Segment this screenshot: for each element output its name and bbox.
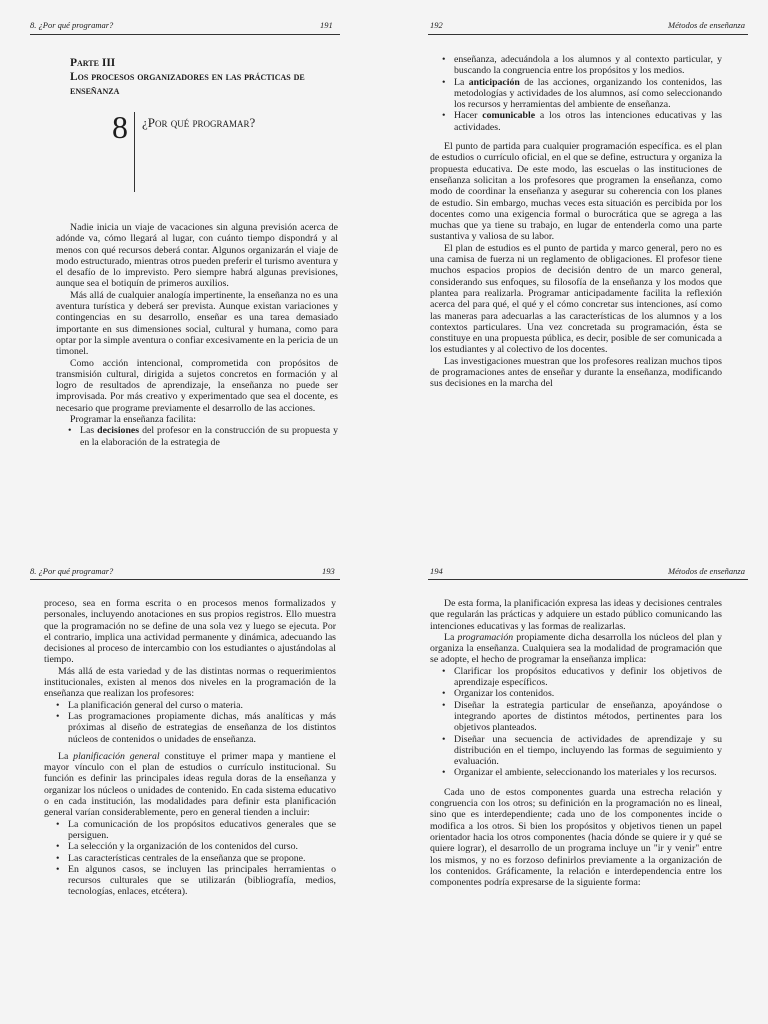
running-title: Métodos de enseñanza — [668, 566, 745, 576]
paragraph: La planificación general constituye el primer mapa y mantiene el mayor vínculo con el plan de estudios o currículo institucional. Su función es definir las principales ideas regula doras de la enseñanza y organizar los núcleos o unidades de contenido. En cada sistema educativo o en cada institución, las modalidades para definir esta planificación general varían considerablemente, pero en general tienden a incluir: — [44, 750, 337, 819]
list-item-continued: • enseñanza, adecuándola a los alumnos y al contexto particular, y buscando la congruencia entre los propósitos y los medios. — [454, 54, 722, 77]
list-item: • Clarificar los propósitos educativos y definir los objetivos de aprendizaje específicos. — [454, 666, 722, 689]
paragraph: La programación propiamente dicha desarrolla los núcleos del plan y organiza la enseñanza. Cualquiera sea la modalidad de programación que se adopte, el hecho de programar la enseñanza implica: — [430, 631, 722, 666]
chapter-rule — [134, 112, 135, 192]
chapter-number: 8 — [112, 109, 128, 145]
paragraph: El punto de partida para cualquier programación específica. es el plan de estudios o currículo oficial, en el que se define, estructura y organiza la propuesta educativa. De este modo, las escuelas o las instituciones de enseñanza solicitan a los profesores que programen la enseñanza, como modo de coordinar la enseñanza y asegurar su coherencia con los planes de estudio. Sin embargo, muchas veces esta situación es percibida por los docentes como una exigencia formal o burocrática que se agrega a las muchas que ya tiene su trabajo, en lugar de entenderla como una parte sustantiva y valiosa de su labor. — [430, 141, 722, 243]
header-rule — [30, 34, 340, 35]
bullet-list — [430, 54, 722, 133]
page-number: 191 — [320, 20, 333, 30]
paragraph: De esta forma, la planificación expresa las ideas y decisiones centrales que regularán las prácticas y adquiere un estado público comunicando las intenciones educativas y las formas de realizarlas. — [430, 598, 722, 632]
page-number: 192 — [430, 20, 443, 30]
body-text — [56, 222, 338, 448]
list-item: • Organizar el ambiente, seleccionando los materiales y los recursos. — [454, 767, 722, 778]
bullet-list — [56, 425, 338, 448]
chapter-title: ¿Por qué programar? — [142, 115, 256, 130]
list-item: • La planificación general del curso o materia. — [68, 700, 336, 711]
body-text — [430, 598, 722, 888]
part-heading — [70, 56, 310, 98]
list-item: • Diseñar la estrategia particular de enseñanza, apoyándose o integrando aportes de distintos métodos, pertinentes para los objetivos planteados. — [454, 700, 722, 734]
bullet-list — [44, 700, 336, 745]
body-text — [430, 54, 722, 390]
paragraph: El plan de estudios es el punto de partida y marco general, pero no es una camisa de fuerza ni un reglamento de obligaciones. El profesor tiene muchos espacios propios de decisión dentro de un marco general, considerando sus enfoques, su filosofía de la enseñanza y los modos que plantea para realizarla. Programar anticipadamente facilita la reflexión acerca del para qué, el qué y el cómo concretar sus intenciones, así como las maneras para adecuarlas a las características de los alumnos y a los contextos particulares. Una vez concretada su programación, ésta se constituye en una propuesta pública, es decir, posible de ser comunicada a los estudiantes y al colectivo de los docentes. — [430, 242, 722, 356]
page-191 — [0, 0, 384, 512]
page-193 — [0, 512, 384, 1024]
list-item: • Las programaciones propiamente dichas, más analíticas y más próximas al diseño de estrategias de enseñanza de los distintos núcleos de contenidos o unidades de enseñanza. — [68, 711, 336, 745]
list-item: • Organizar los contenidos. — [454, 688, 722, 699]
list-item: • La selección y la organización de los contenidos del curso. — [68, 841, 336, 852]
list-item: • La anticipación de las acciones, organizando los contenidos, las metodologías y actividades de los alumnos, así como seleccionando los recursos y herramientas del ambiente de enseñanza. — [454, 77, 722, 111]
running-title: Métodos de enseñanza — [668, 20, 745, 30]
running-title: 8. ¿Por qué programar? — [30, 566, 114, 576]
header-rule — [428, 34, 748, 35]
list-item: • Diseñar una secuencia de actividades de aprendizaje y su distribución en el tiempo, incluyendo las formas de seguimiento y evaluación. — [454, 734, 722, 768]
paragraph: Cada uno de estos componentes guarda una estrecha relación y congruencia con los otros; su definición en la programación no es lineal, sino que es interdependiente; cada uno de los componentes incide o modifica a los otros. Si bien los propósitos y objetivos tienen un papel orientador hacia los otros componentes (hacia dónde se quiere ir y qué se quiere lograr), el desarrollo de un programa incluye un "ir y venir" entre los mismos, y no es forzoso definirlos previamente a la organización de los contenidos. Gráficamente, la relación e interdependencia entre los componentes podría expresarse de la siguiente forma: — [430, 786, 722, 889]
paragraph: Programar la enseñanza facilita: — [70, 414, 196, 426]
list-item: • Hacer comunicable a los otros las intenciones educativas y las actividades. — [454, 110, 722, 133]
page-192 — [384, 0, 768, 512]
list-item: • Las decisiones del profesor en la construcción de su propuesta y en la elaboración de la estrategia de — [80, 425, 338, 448]
list-item: • Las características centrales de la enseñanza que se propone. — [68, 853, 336, 864]
paragraph: Las investigaciones muestran que los profesores realizan muchos tipos de programaciones antes de enseñar y durante la enseñanza, modificando sus decisiones en la marcha del — [430, 355, 722, 390]
page-194 — [384, 512, 768, 1024]
running-title: 8. ¿Por qué programar? — [30, 20, 114, 30]
header-rule — [30, 579, 340, 580]
header-rule — [428, 579, 748, 580]
bullet-list — [44, 819, 336, 898]
paragraph: Como acción intencional, comprometida con propósitos de transmisión cultural, dirigida a sujetos concretos en formación y al logro de resultados de aprendizaje, la enseñanza no puede ser improvisada. Por más creativo y experimentado que sea el docente, es necesario que programe previamente el desarrollo de las acciones. — [56, 357, 338, 414]
paragraph: Más allá de esta variedad y de las distintas normas o requerimientos institucionales, existen al menos dos niveles en la programación de la enseñanza que realizan los profesores: — [44, 665, 336, 700]
page-number: 193 — [322, 566, 335, 576]
paragraph: Nadie inicia un viaje de vacaciones sin alguna previsión acerca de adónde va, cómo llegará al lugar, con cuánto tiempo dispondrá y al menos con qué recursos deberá contar. Algunos organizarán el viaje de modo estructurado, mientras otros pueden preferir el turismo aventura y el desafío de lo imprevisto. Pero siempre habrá algunas previsiones, aunque sea el botiquín de primeros auxilios. — [56, 222, 338, 290]
bullet-list — [430, 666, 722, 779]
list-item: • En algunos casos, se incluyen las principales herramientas o recursos culturales que se utilizarán (bibliografía, medios, tecnologías, enlaces, etcétera). — [68, 864, 336, 898]
list-item: • La comunicación de los propósitos educativos generales que se persiguen. — [68, 819, 336, 842]
part-title: Los procesos organizadores en las prácticas de enseñanza — [70, 71, 305, 97]
body-text — [44, 598, 336, 898]
page-number: 194 — [430, 566, 443, 576]
paragraph: proceso, sea en forma escrita o en procesos menos formalizados y personales, incluyendo anotaciones en sus propios registros. Ello muestra que la programación no se define de una sola vez y luego se ejecuta. Por el contrario, implica una actividad permanente y dinámica, adecuando las decisiones al proceso de intercambio con los estudiantes o ajustándolas al tiempo. — [44, 598, 336, 666]
part-label: Parte III — [70, 57, 116, 69]
paragraph: Más allá de cualquier analogía impertinente, la enseñanza no es una aventura turística y deberá ser prevista. Aunque existan variaciones y contingencias en su desarrollo, enseñar es una tarea demasiado importante en sus dimensiones social, cultural y humana, como para optar por la simple aventura o confiar excesivamente en la pericia de un timonel. — [56, 289, 338, 358]
